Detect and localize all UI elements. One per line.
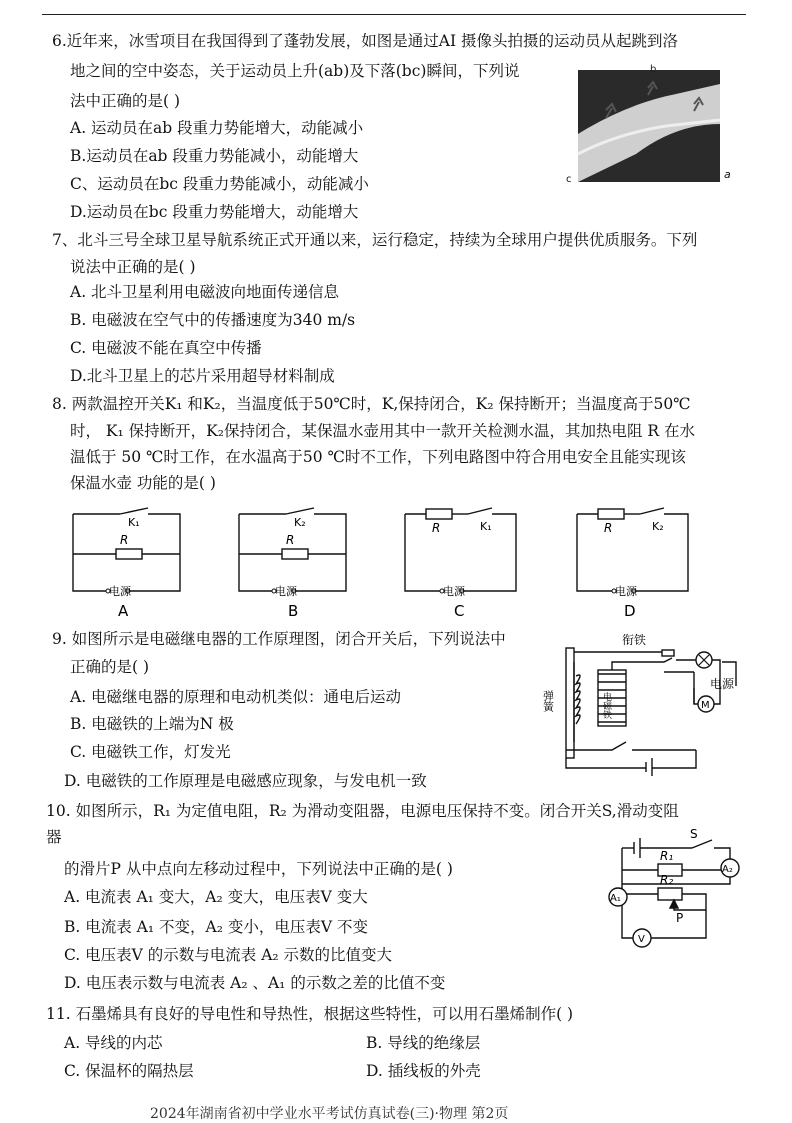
- circuit-b-source-label: 电源: [275, 585, 297, 598]
- q6-stem-line1: 6.近年来，冰雪项目在我国得到了蓬勃发展，如图是通过AI 摄像头拍摄的运动员从起跳到洛: [52, 32, 679, 50]
- q10-option-c: C. 电压表V 的示数与电流表 A₂ 示数的比值变大: [64, 946, 393, 964]
- q10-stem-line3: 的滑片P 从中点向左移动过程中，下列说法中正确的是( ): [64, 860, 453, 878]
- q10-switch-label: S: [690, 827, 698, 841]
- page-footer: 2024年湖南省初中学业水平考试仿真试卷(三)·物理 第2页: [150, 1106, 509, 1122]
- q10-option-b: B. 电流表 A₁ 不变，A₂ 变小，电压表V 不变: [64, 918, 368, 936]
- q9-relay-diagram: [541, 632, 742, 780]
- q11-option-c: C. 保温杯的隔热层: [64, 1062, 194, 1080]
- q7-stem-line1: 7、北斗三号全球卫星导航系统正式开通以来，运行稳定，持续为全球用户提供优质服务。下列: [52, 231, 698, 249]
- circuit-a-source-label: 电源: [109, 585, 131, 598]
- q6-option-c: C、运动员在bc 段重力势能减小，动能减小: [70, 175, 369, 193]
- relay-spring-label: 弹簧: [541, 690, 555, 712]
- q8-circuit-d: [572, 506, 696, 624]
- q11-option-a: A. 导线的内芯: [64, 1034, 163, 1052]
- q6-skier-photo: [566, 64, 738, 188]
- q10-v-label: V: [638, 934, 645, 945]
- q6-option-a: A. 运动员在ab 段重力势能增大，动能减小: [70, 119, 364, 137]
- q9-option-b: B. 电磁铁的上端为N 极: [70, 715, 234, 733]
- q8-stem-line2: 时， K₁ 保持断开，K₂保持闭合，某保温水壶用其中一款开关检测水温，其加热电阻 R 在水: [70, 422, 695, 440]
- q11-stem-line1: 11. 石墨烯具有良好的导电性和导热性，根据这些特性，可以用石墨烯制作( ): [46, 1005, 574, 1023]
- q11-option-d: D. 插线板的外壳: [366, 1062, 481, 1080]
- q8-circuit-c: [400, 506, 524, 624]
- q10-option-a: A. 电流表 A₁ 变大，A₂ 变大，电压表V 变大: [64, 888, 368, 906]
- circuit-c-switch-label: K₁: [480, 520, 492, 533]
- q10-r2-label: R₂: [660, 873, 674, 887]
- photo-label-c: c: [566, 174, 572, 185]
- q9-stem-line2: 正确的是( ): [70, 658, 150, 676]
- circuit-a-switch-label: K₁: [128, 516, 140, 529]
- q8-stem-line4: 保温水壶 功能的是( ): [70, 474, 216, 492]
- q8-stem-line3: 温低于 50 ℃时工作，在水温高于50 ℃时不工作，下列电路图中符合用电安全且能实现该: [70, 448, 686, 466]
- q9-option-c: C. 电磁铁工作，灯发光: [70, 743, 231, 761]
- circuit-a-resistor-label: R: [120, 533, 129, 547]
- q8-circuit-a: [68, 506, 188, 624]
- q6-option-d: D.运动员在bc 段重力势能增大，动能增大: [70, 203, 359, 221]
- circuit-b-switch-label: K₂: [294, 516, 306, 529]
- circuit-d-resistor-label: R: [604, 521, 613, 535]
- q7-option-d: D.北斗卫星上的芯片采用超导材料制成: [70, 367, 335, 385]
- q9-option-a: A. 电磁继电器的原理和电动机类似：通电后运动: [70, 688, 402, 706]
- top-rule: [42, 14, 746, 15]
- photo-label-a: a: [724, 168, 731, 181]
- q10-a2-label: A₂: [722, 864, 733, 875]
- q7-option-b: B. 电磁波在空气中的传播速度为340 m/s: [70, 311, 356, 329]
- q9-option-d: D. 电磁铁的工作原理是电磁感应现象，与发电机一致: [64, 772, 427, 790]
- relay-core-label: 电磁铁: [601, 692, 611, 719]
- circuit-d-source-label: 电源: [615, 585, 637, 598]
- q7-option-a: A. 北斗卫星利用电磁波向地面传递信息: [70, 283, 340, 301]
- circuit-b-resistor-label: R: [286, 533, 295, 547]
- q10-p-label: P: [676, 911, 684, 925]
- circuit-b-label: B: [288, 602, 299, 620]
- photo-label-b: b: [650, 64, 657, 75]
- q10-option-d: D. 电压表示数与电流表 A₂ 、A₁ 的示数之差的比值不变: [64, 974, 446, 992]
- q8-circuit-b: [234, 506, 354, 624]
- circuit-c-label: C: [454, 602, 465, 620]
- circuit-d-label: D: [624, 602, 636, 620]
- q7-stem-line2: 说法中正确的是( ): [70, 258, 196, 276]
- circuit-d-switch-label: K₂: [652, 520, 664, 533]
- q10-stem-line2: 器: [46, 828, 62, 846]
- q10-circuit-diagram: [592, 826, 742, 954]
- q7-option-c: C. 电磁波不能在真空中传播: [70, 339, 262, 357]
- relay-source-label: 电源: [710, 677, 735, 691]
- q6-option-b: B.运动员在ab 段重力势能减小，动能增大: [70, 147, 359, 165]
- q10-r1-label: R₁: [660, 849, 674, 863]
- q10-a1-label: A₁: [610, 893, 621, 904]
- q6-stem-line2: 地之间的空中姿态，关于运动员上升(ab)及下落(bc)瞬间，下列说: [70, 62, 520, 80]
- circuit-a-label: A: [118, 602, 129, 620]
- q11-option-b: B. 导线的绝缘层: [366, 1034, 481, 1052]
- relay-armature-label: 衔铁: [622, 633, 647, 647]
- q8-stem-line1: 8. 两款温控开关K₁ 和K₂，当温度低于50℃时，K,保持闭合，K₂ 保持断开；当温度高于50℃: [52, 395, 691, 413]
- q10-stem-line1: 10. 如图所示，R₁ 为定值电阻，R₂ 为滑动变阻器，电源电压保持不变。闭合开关S,滑动变阻: [46, 802, 679, 820]
- circuit-c-resistor-label: R: [432, 521, 441, 535]
- q6-stem-line3: 法中正确的是( ): [70, 92, 181, 110]
- relay-motor-label: M: [701, 700, 710, 711]
- circuit-c-source-label: 电源: [443, 585, 465, 598]
- q9-stem-line1: 9. 如图所示是电磁继电器的工作原理图，闭合开关后，下列说法中: [52, 630, 506, 648]
